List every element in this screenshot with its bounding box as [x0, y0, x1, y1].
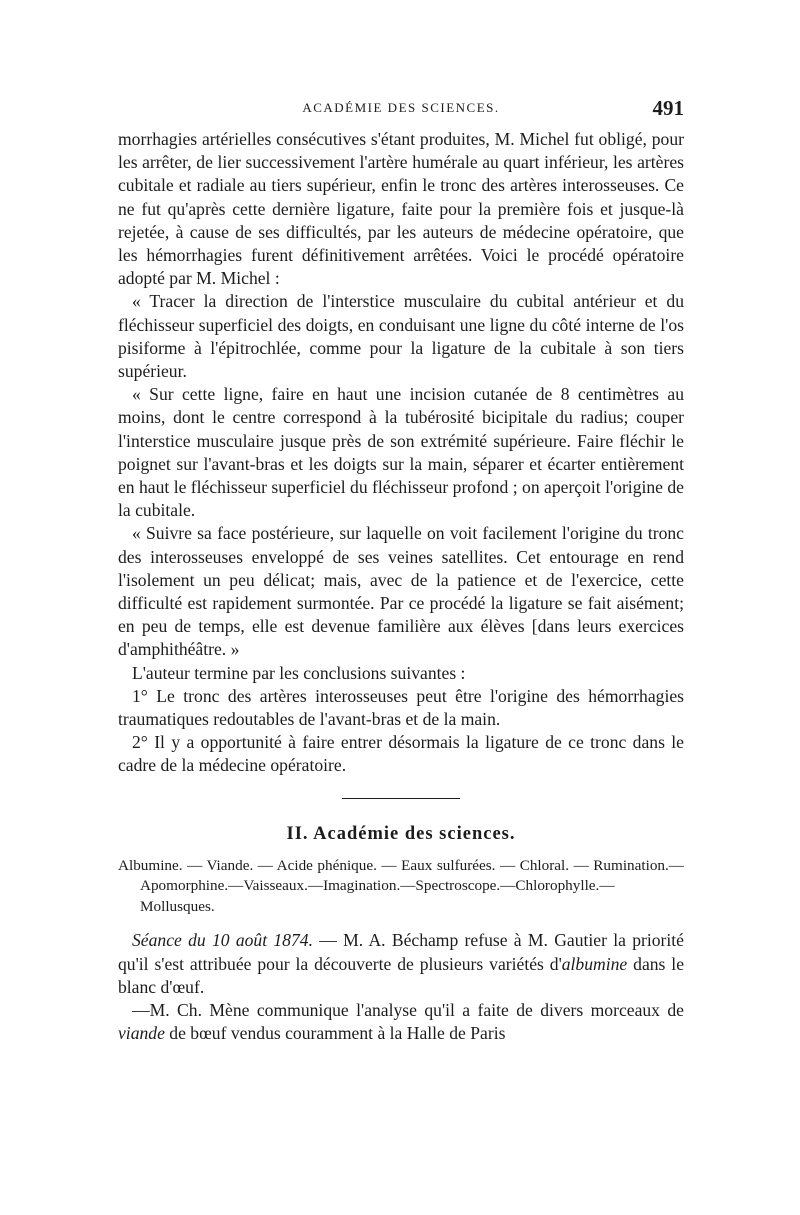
term-viande: viande — [118, 1023, 165, 1044]
section-keywords: Albumine. — Viande. — Acide phénique. — Eaux sulfurées. — Chloral. — Rumination.—Apomorphine.—Vaisseaux.—Imagination.—Spectroscope.—Chlorophylle.—Mollusques. — [118, 856, 684, 915]
paragraph-continuation: morrhagies artérielles consécutives s'étant produites, M. Michel fut obligé, pour les arrêter, de lier successivement l'artère humérale au quart inférieur, les artères cubitale et radiale au tiers supérieur, enfin le tronc des artères interosseuses. Ce ne fut qu'après cette dernière ligature, faite pour la première fois et jusque-là rejetée, à cause de ses difficultés, par les auteurs de médecine opératoire, que les hémorrhagies furent définitivement arrêtées. Voici le procédé opératoire adopté par M. Michel : — [118, 129, 684, 289]
seance-date: Séance du 10 août 1874. — [132, 930, 313, 951]
term-albumine: albumine — [561, 953, 628, 974]
paragraph-quote-1: « Tracer la direction de l'interstice musculaire du cubital antérieur et du fléchisseur superficiel des doigts, en conduisant une ligne du côté interne de l'os pisiforme à l'épitrochlée, comme pour la ligature de la cubitale à son tiers supérieur. — [118, 291, 684, 382]
paragraph-conclusion-1: 1° Le tronc des artères interosseuses peut être l'origine des hémorrhagies traumatiques redoutables de l'avant-bras et de la main. — [118, 685, 684, 730]
running-title: ACADÉMIE DES SCIENCES. — [302, 100, 500, 115]
page-header — [118, 96, 684, 122]
paragraph-conclusions-intro: L'auteur termine par les conclusions suivantes : — [132, 662, 466, 683]
paragraph-seance-2 — [118, 999, 684, 1045]
section-heading: II. Académie des sciences. — [286, 823, 516, 844]
seance2-text-a: —M. Ch. Mène communique l'analyse qu'il a faite de divers morceaux de — [132, 1000, 684, 1020]
page-number: 491 — [652, 96, 684, 120]
page-body — [118, 128, 684, 1045]
seance2-text-b: de bœuf vendus couramment à la Halle de Paris — [164, 1023, 506, 1044]
paragraph-quote-2: « Sur cette ligne, faire en haut une incision cutanée de 8 centimètres au moins, dont le centre correspond à la tubérosité bicipitale du radius; couper l'interstice musculaire jusque près de son extrémité supérieure. Faire fléchir le poignet sur l'avant-bras et les doigts sur la main, séparer et écarter entièrement en haut le fléchisseur superficiel du fléchisseur profond ; on aperçoit l'origine de la cubitale. — [118, 384, 684, 521]
seance-text-b: dans le blanc d'œuf. — [118, 953, 684, 997]
paragraph-conclusion-2: 2° Il y a opportunité à faire entrer désormais la ligature de ce tronc dans le cadre de la médecine opératoire. — [118, 732, 684, 776]
paragraph-seance-1 — [118, 929, 684, 999]
section-divider — [342, 798, 460, 799]
paragraph-quote-3: « Suivre sa face postérieure, sur laquelle on voit facilement l'origine du tronc des interosseuses enveloppé de ses veines satellites. Cet entourage en rend l'isolement un peu délicat; mais, avec de la patience et de l'exercice, cette difficulté est rapidement surmontée. Par ce procédé la ligature se fait aisément; en peu de temps, elle est devenue familière aux élèves [dans leurs exercices d'amphithéâtre. » — [118, 523, 684, 660]
seance-text-a: — M. A. Béchamp refuse à M. Gautier la priorité qu'il s'est attribuée pour la découverte de plusieurs variétés d' — [118, 930, 684, 974]
